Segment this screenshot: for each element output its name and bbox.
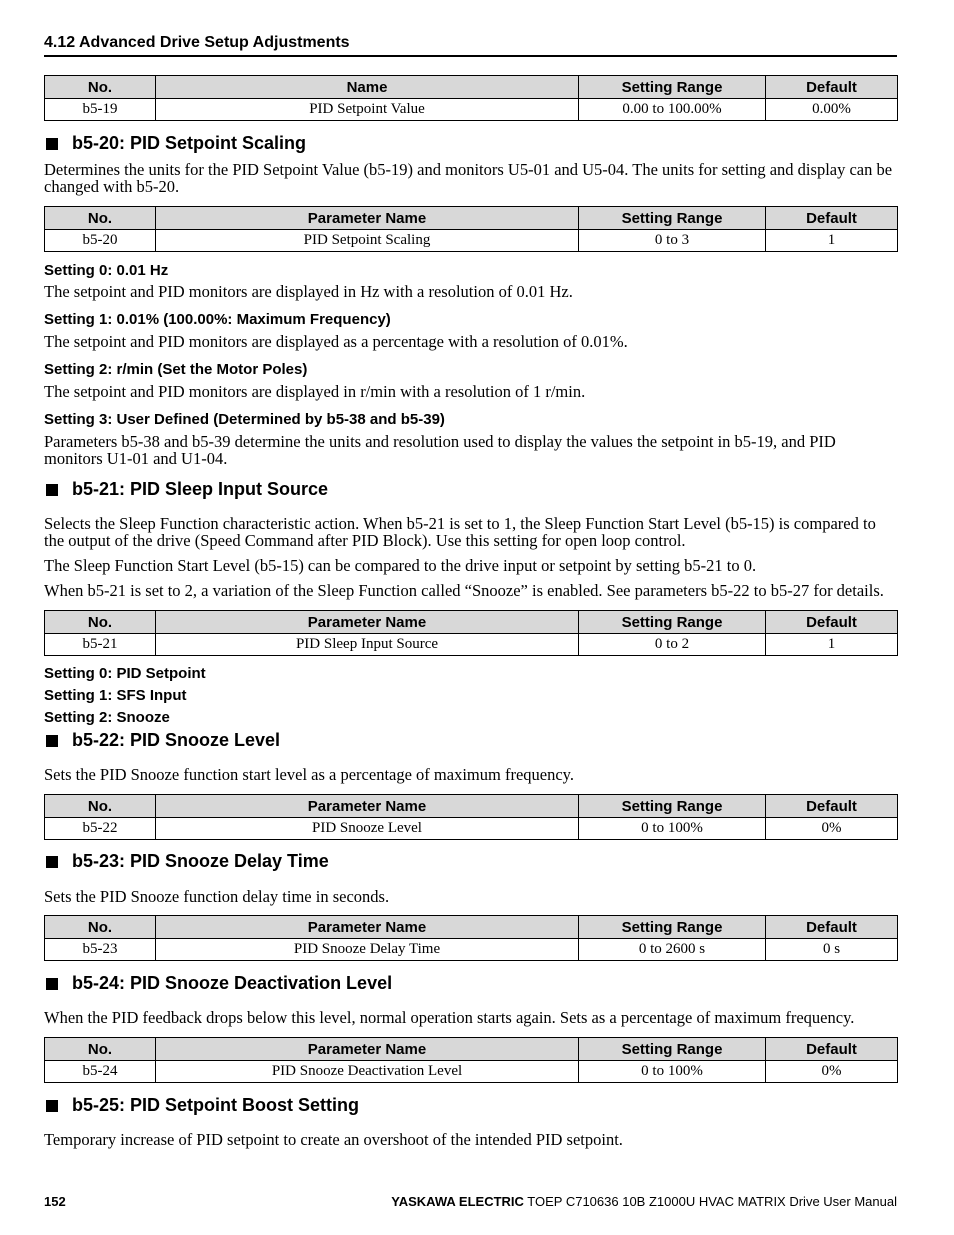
col-header-no: No. <box>45 795 156 818</box>
section-b5-22-heading <box>44 730 897 751</box>
col-header-range: Setting Range <box>579 76 766 99</box>
table-header-row <box>45 916 898 939</box>
cell-no: b5-23 <box>45 939 156 961</box>
square-bullet-icon <box>46 138 58 150</box>
col-header-default: Default <box>766 1038 898 1061</box>
cell-range: 0 to 100% <box>579 1061 766 1083</box>
section-title: b5-21: PID Sleep Input Source <box>72 479 329 499</box>
section-title: b5-22: PID Snooze Level <box>72 730 281 750</box>
cell-range: 0 to 2600 s <box>579 939 766 961</box>
square-bullet-icon <box>46 484 58 496</box>
paragraph: The setpoint and PID monitors are displayed in Hz with a resolution of 0.01 Hz. <box>44 282 573 301</box>
cell-no: b5-20 <box>45 230 156 252</box>
table-header-row <box>45 76 898 99</box>
square-bullet-icon <box>46 978 58 990</box>
cell-name: PID Setpoint Scaling <box>156 230 579 252</box>
cell-default: 0.00% <box>766 99 898 121</box>
paragraph: Temporary increase of PID setpoint to create an overshoot of the intended PID setpoint. <box>44 1130 623 1149</box>
table-row <box>45 818 898 840</box>
cell-range: 0 to 2 <box>579 634 766 656</box>
paragraph: When the PID feedback drops below this level, normal operation starts again. Sets as a percentage of maximum frequency. <box>44 1008 855 1027</box>
table-b5-19 <box>44 75 897 121</box>
section-title: b5-25: PID Setpoint Boost Setting <box>72 1095 360 1115</box>
cell-default: 1 <box>766 634 898 656</box>
cell-default: 0% <box>766 818 898 840</box>
cell-default: 0% <box>766 1061 898 1083</box>
cell-no: b5-19 <box>45 99 156 121</box>
setting-title: Setting 0: 0.01 Hz <box>44 262 169 279</box>
col-header-range: Setting Range <box>579 207 766 230</box>
col-header-default: Default <box>766 207 898 230</box>
page-number: 152 <box>44 1194 66 1209</box>
section-b5-25-heading <box>44 1095 897 1116</box>
cell-default: 0 s <box>766 939 898 961</box>
col-header-no: No. <box>45 916 156 939</box>
section-b5-21-heading <box>44 479 897 500</box>
table-row <box>45 634 898 656</box>
cell-range: 0 to 100% <box>579 818 766 840</box>
col-header-no: No. <box>45 611 156 634</box>
setting-title: Setting 0: PID Setpoint <box>44 665 206 682</box>
paragraph: When b5-21 is set to 2, a variation of the Sleep Function called “Snooze” is enabled. See parameters b5-22 to b5-27 for details. <box>44 581 884 600</box>
col-header-default: Default <box>766 795 898 818</box>
setting-title: Setting 3: User Defined (Determined by b5-38 and b5-39) <box>44 411 445 428</box>
paragraph: Parameters b5-38 and b5-39 determine the units and resolution used to display the values the setpoint in b5-19, and PID monitors U1-01 and U1-04. <box>44 432 836 468</box>
table-b5-21 <box>44 610 897 656</box>
paragraph: Sets the PID Snooze function start level as a percentage of maximum frequency. <box>44 765 574 784</box>
paragraph: The setpoint and PID monitors are displayed as a percentage with a resolution of 0.01%. <box>44 332 628 351</box>
table-row <box>45 939 898 961</box>
section-title: b5-24: PID Snooze Deactivation Level <box>72 973 393 993</box>
table-b5-24 <box>44 1037 897 1083</box>
footer-doc-info <box>391 1194 897 1209</box>
table-row <box>45 99 898 121</box>
table-row <box>45 230 898 252</box>
col-header-no: No. <box>45 207 156 230</box>
table-header-row <box>45 611 898 634</box>
setting-title: Setting 1: 0.01% (100.00%: Maximum Frequency) <box>44 311 391 328</box>
cell-name: PID Setpoint Value <box>156 99 579 121</box>
col-header-range: Setting Range <box>579 1038 766 1061</box>
table-header-row <box>45 1038 898 1061</box>
table-row <box>45 1061 898 1083</box>
col-header-param-name: Parameter Name <box>156 795 579 818</box>
section-b5-20-heading <box>44 133 897 154</box>
col-header-range: Setting Range <box>579 611 766 634</box>
col-header-range: Setting Range <box>579 795 766 818</box>
col-header-default: Default <box>766 611 898 634</box>
col-header-default: Default <box>766 916 898 939</box>
square-bullet-icon <box>46 856 58 868</box>
setting-title: Setting 2: r/min (Set the Motor Poles) <box>44 361 308 378</box>
cell-no: b5-24 <box>45 1061 156 1083</box>
table-header-row <box>45 207 898 230</box>
paragraph: Sets the PID Snooze function delay time in seconds. <box>44 887 390 906</box>
cell-name: PID Sleep Input Source <box>156 634 579 656</box>
paragraph: Selects the Sleep Function characteristic action. When b5-21 is set to 1, the Sleep Function Start Level (b5-15) is compared to the output of the drive (Speed Command after PID Block). Use this setting for open loop control. <box>44 514 876 550</box>
table-b5-23 <box>44 915 897 961</box>
brand-name: YASKAWA ELECTRIC <box>391 1194 524 1209</box>
setting-title: Setting 1: SFS Input <box>44 687 187 704</box>
square-bullet-icon <box>46 1100 58 1112</box>
section-b5-23-heading <box>44 851 897 872</box>
col-header-no: No. <box>45 1038 156 1061</box>
section-title: b5-23: PID Snooze Delay Time <box>72 851 329 871</box>
table-b5-20 <box>44 206 897 252</box>
document-title: TOEP C710636 10B Z1000U HVAC MATRIX Drive User Manual <box>523 1194 897 1209</box>
paragraph: The Sleep Function Start Level (b5-15) can be compared to the drive input or setpoint by setting b5-21 to 0. <box>44 556 757 575</box>
col-header-param-name: Parameter Name <box>156 916 579 939</box>
section-header: 4.12 Advanced Drive Setup Adjustments <box>44 34 897 57</box>
col-header-no: No. <box>45 76 156 99</box>
col-header-param-name: Parameter Name <box>156 1038 579 1061</box>
cell-default: 1 <box>766 230 898 252</box>
cell-range: 0.00 to 100.00% <box>579 99 766 121</box>
cell-no: b5-22 <box>45 818 156 840</box>
section-b5-24-heading <box>44 973 897 994</box>
cell-no: b5-21 <box>45 634 156 656</box>
setting-title: Setting 2: Snooze <box>44 709 170 726</box>
section-title: b5-20: PID Setpoint Scaling <box>72 133 307 153</box>
col-header-param-name: Parameter Name <box>156 207 579 230</box>
col-header-default: Default <box>766 76 898 99</box>
paragraph: The setpoint and PID monitors are displayed in r/min with a resolution of 1 r/min. <box>44 382 586 401</box>
table-b5-22 <box>44 794 897 840</box>
section-b5-20-desc <box>44 161 897 195</box>
table-header-row <box>45 795 898 818</box>
square-bullet-icon <box>46 735 58 747</box>
col-header-range: Setting Range <box>579 916 766 939</box>
cell-name: PID Snooze Deactivation Level <box>156 1061 579 1083</box>
col-header-param-name: Parameter Name <box>156 611 579 634</box>
cell-name: PID Snooze Delay Time <box>156 939 579 961</box>
col-header-name: Name <box>156 76 579 99</box>
cell-name: PID Snooze Level <box>156 818 579 840</box>
paragraph: Determines the units for the PID Setpoint Value (b5-19) and monitors U5-01 and U5-04. The units for setting and display can be changed with b5-20. <box>44 160 893 196</box>
cell-range: 0 to 3 <box>579 230 766 252</box>
